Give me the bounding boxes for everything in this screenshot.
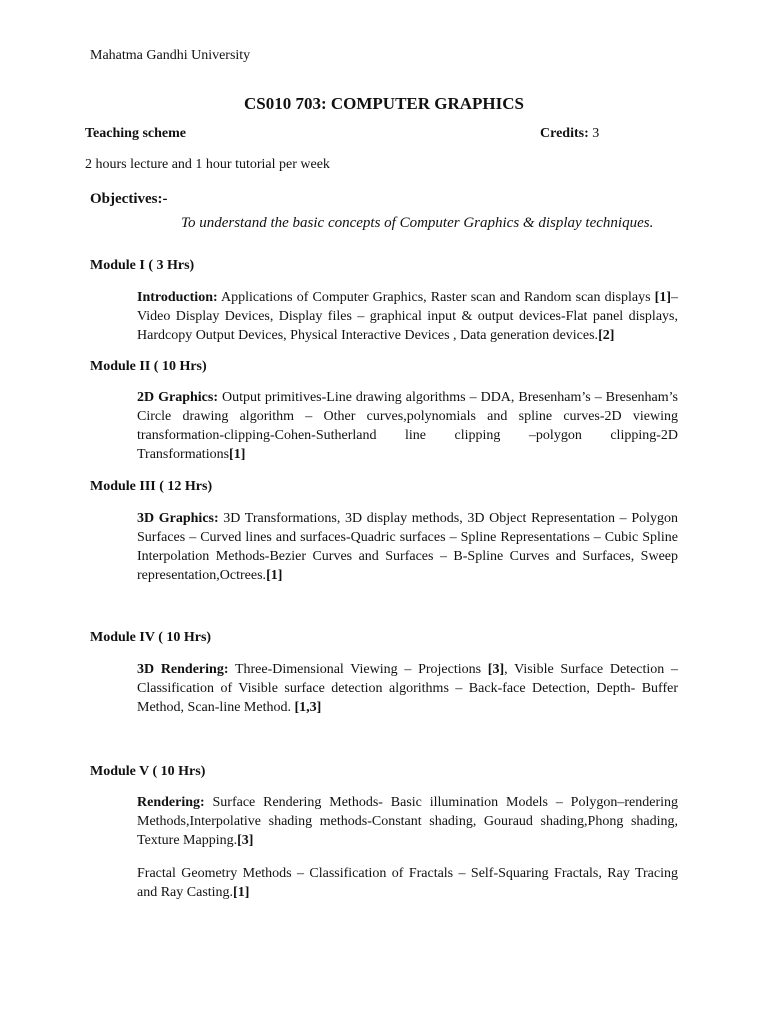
module-4-description xyxy=(137,660,678,717)
module-1-body: Applications of Computer Graphics, Raster scan and Random scan displays xyxy=(217,290,655,305)
teaching-scheme-label: Teaching scheme xyxy=(85,126,186,141)
module-2-description xyxy=(137,388,678,464)
module-3-heading: Module III ( 12 Hrs) xyxy=(90,479,213,494)
module-5-extra-description xyxy=(137,864,678,902)
university-name: Mahatma Gandhi University xyxy=(90,48,251,63)
module-2-body: Output primitives-Line drawing algorithms – DDA, Bresenham’s – Bresenham’s Circle drawing algorithm – Other curves,polynomials and spline curves-2D viewing transformation-clipping-Cohen-Sutherland line clipping –polygon clipping-2D Transformations xyxy=(137,390,678,462)
module-4-heading: Module IV ( 10 Hrs) xyxy=(90,630,212,645)
module-1-ref-2: [2] xyxy=(598,328,615,343)
module-5-topic: Rendering: xyxy=(137,795,205,810)
module-2-topic: 2D Graphics: xyxy=(137,390,218,405)
module-1-description xyxy=(137,288,678,345)
module-1-heading: Module I ( 3 Hrs) xyxy=(90,258,195,273)
module-5-description xyxy=(137,793,678,850)
module-3-ref: [1] xyxy=(266,568,283,583)
module-4-topic: 3D Rendering: xyxy=(137,662,229,677)
module-3-description xyxy=(137,509,678,585)
hours-text: 2 hours lecture and 1 hour tutorial per week xyxy=(85,157,330,172)
module-1-topic: Introduction: xyxy=(137,290,218,305)
objectives-heading: Objectives:- xyxy=(90,191,168,207)
module-4-body-cont: , Visible Surface Detection – Classification of Visible surface detection algorithms – Back-face Detection, Depth- Buffer Method, Scan-line Method. xyxy=(137,662,678,715)
module-5-extra-body: Fractal Geometry Methods – Classification of Fractals – Self-Squaring Fractals, Ray Tracing and Ray Casting. xyxy=(137,866,678,900)
module-1-ref: [1] xyxy=(654,290,671,305)
module-3-topic: 3D Graphics: xyxy=(137,511,219,526)
module-4-ref: [3] xyxy=(487,662,505,677)
module-5-ref: [3] xyxy=(237,833,254,848)
module-5-heading: Module V ( 10 Hrs) xyxy=(90,764,206,779)
module-2-heading: Module II ( 10 Hrs) xyxy=(90,359,207,374)
module-5-body: Surface Rendering Methods- Basic illumination Models – Polygon–rendering Methods,Interpolative shading methods-Constant shading, Gouraud shading,Phong shading, Texture Mapping. xyxy=(137,795,678,848)
credits-label: Credits: xyxy=(540,126,589,141)
module-3-body: 3D Transformations, 3D display methods, 3D Object Representation – Polygon Surfaces – Curved lines and surfaces-Quadric surfaces – Spline Representations – Cubic Spline Interpolation Methods-Bezier Curves and Surfaces – B-Spline Curves and Surfaces, Sweep representation,Octrees. xyxy=(137,511,678,583)
module-2-ref: [1] xyxy=(229,447,246,462)
module-4-ref-2: [1,3] xyxy=(294,700,322,715)
objectives-text: To understand the basic concepts of Computer Graphics & display techniques. xyxy=(181,215,654,231)
course-title: CS010 703: COMPUTER GRAPHICS xyxy=(243,94,525,113)
module-5-extra-ref: [1] xyxy=(233,885,250,900)
credits-value: 3 xyxy=(588,126,600,141)
module-4-body: Three-Dimensional Viewing – Projections xyxy=(228,662,488,677)
module-1-body-cont: – Video Display Devices, Display files – graphical input & output devices-Flat panel displays, Hardcopy Output Devices, Physical Interactive Devices , Data generation devices. xyxy=(137,290,678,343)
credits xyxy=(540,124,599,143)
